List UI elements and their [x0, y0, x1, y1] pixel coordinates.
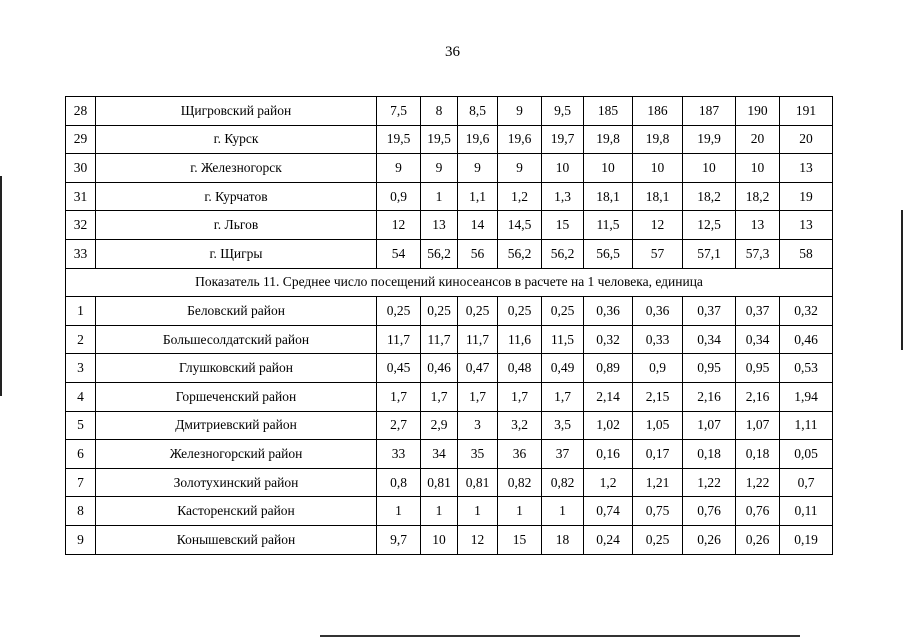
row-number: 3 [66, 354, 96, 383]
value-cell: 0,95 [736, 354, 780, 383]
value-cell: 0,17 [633, 440, 683, 469]
value-cell: 14,5 [498, 211, 542, 240]
table-row [66, 239, 833, 268]
row-number: 5 [66, 411, 96, 440]
value-cell: 0,74 [584, 497, 633, 526]
value-cell: 0,82 [498, 468, 542, 497]
value-cell: 1,7 [421, 382, 458, 411]
value-cell: 0,9 [377, 182, 421, 211]
value-cell: 1,2 [584, 468, 633, 497]
value-cell: 0,25 [498, 297, 542, 326]
value-cell: 8 [421, 97, 458, 126]
scan-edge-mark-left [0, 176, 2, 396]
value-cell: 1 [421, 497, 458, 526]
value-cell: 56,2 [498, 239, 542, 268]
table-row [66, 468, 833, 497]
value-cell: 0,36 [584, 297, 633, 326]
value-cell: 1,94 [780, 382, 833, 411]
value-cell: 0,49 [542, 354, 584, 383]
row-number: 1 [66, 297, 96, 326]
value-cell: 186 [633, 97, 683, 126]
value-cell: 18,2 [683, 182, 736, 211]
value-cell: 10 [421, 525, 458, 554]
row-number: 30 [66, 154, 96, 183]
value-cell: 19,6 [498, 125, 542, 154]
value-cell: 9,5 [542, 97, 584, 126]
value-cell: 19,9 [683, 125, 736, 154]
value-cell: 2,15 [633, 382, 683, 411]
table-row [66, 440, 833, 469]
value-cell: 12 [633, 211, 683, 240]
value-cell: 19 [780, 182, 833, 211]
table-row [66, 154, 833, 183]
value-cell: 0,18 [736, 440, 780, 469]
value-cell: 0,26 [736, 525, 780, 554]
value-cell: 12 [377, 211, 421, 240]
value-cell: 19,8 [633, 125, 683, 154]
value-cell: 9 [377, 154, 421, 183]
table-row [66, 382, 833, 411]
district-name: Золотухинский район [96, 468, 377, 497]
value-cell: 7,5 [377, 97, 421, 126]
value-cell: 11,5 [542, 325, 584, 354]
value-cell: 0,11 [780, 497, 833, 526]
value-cell: 13 [421, 211, 458, 240]
value-cell: 0,46 [421, 354, 458, 383]
district-name: г. Льгов [96, 211, 377, 240]
value-cell: 0,81 [421, 468, 458, 497]
district-name: г. Курчатов [96, 182, 377, 211]
value-cell: 0,32 [584, 325, 633, 354]
value-cell: 14 [458, 211, 498, 240]
value-cell: 1,11 [780, 411, 833, 440]
value-cell: 19,7 [542, 125, 584, 154]
value-cell: 11,7 [421, 325, 458, 354]
value-cell: 0,37 [736, 297, 780, 326]
district-name: Железногорский район [96, 440, 377, 469]
section-title: Показатель 11. Среднее число посещений киносеансов в расчете на 1 человека, единица [66, 268, 833, 297]
value-cell: 18,1 [633, 182, 683, 211]
value-cell: 0,25 [633, 525, 683, 554]
table-row [66, 97, 833, 126]
value-cell: 0,47 [458, 354, 498, 383]
value-cell: 3 [458, 411, 498, 440]
value-cell: 185 [584, 97, 633, 126]
district-name: г. Курск [96, 125, 377, 154]
value-cell: 13 [780, 211, 833, 240]
table-row [66, 297, 833, 326]
data-table [65, 96, 833, 555]
value-cell: 12 [458, 525, 498, 554]
value-cell: 2,9 [421, 411, 458, 440]
value-cell: 57,3 [736, 239, 780, 268]
page-number: 36 [445, 44, 460, 60]
row-number: 4 [66, 382, 96, 411]
value-cell: 0,25 [458, 297, 498, 326]
value-cell: 34 [421, 440, 458, 469]
table-row [66, 325, 833, 354]
row-number: 29 [66, 125, 96, 154]
value-cell: 19,5 [377, 125, 421, 154]
value-cell: 56,5 [584, 239, 633, 268]
value-cell: 11,7 [377, 325, 421, 354]
table-row [66, 125, 833, 154]
value-cell: 0,7 [780, 468, 833, 497]
value-cell: 0,19 [780, 525, 833, 554]
row-number: 32 [66, 211, 96, 240]
value-cell: 0,18 [683, 440, 736, 469]
value-cell: 1,22 [683, 468, 736, 497]
value-cell: 56,2 [542, 239, 584, 268]
value-cell: 19,5 [421, 125, 458, 154]
value-cell: 0,37 [683, 297, 736, 326]
value-cell: 13 [736, 211, 780, 240]
value-cell: 1,7 [458, 382, 498, 411]
value-cell: 0,9 [633, 354, 683, 383]
table-row [66, 497, 833, 526]
value-cell: 1,7 [498, 382, 542, 411]
section-row [66, 268, 833, 297]
value-cell: 0,75 [633, 497, 683, 526]
value-cell: 57,1 [683, 239, 736, 268]
value-cell: 2,16 [683, 382, 736, 411]
value-cell: 2,14 [584, 382, 633, 411]
value-cell: 2,7 [377, 411, 421, 440]
table-row [66, 182, 833, 211]
value-cell: 15 [498, 525, 542, 554]
value-cell: 0,45 [377, 354, 421, 383]
value-cell: 0,33 [633, 325, 683, 354]
value-cell: 54 [377, 239, 421, 268]
district-name: г. Железногорск [96, 154, 377, 183]
value-cell: 1,22 [736, 468, 780, 497]
value-cell: 36 [498, 440, 542, 469]
value-cell: 10 [736, 154, 780, 183]
district-name: Глушковский район [96, 354, 377, 383]
value-cell: 190 [736, 97, 780, 126]
value-cell: 1 [542, 497, 584, 526]
value-cell: 0,82 [542, 468, 584, 497]
value-cell: 20 [780, 125, 833, 154]
value-cell: 1,3 [542, 182, 584, 211]
value-cell: 1 [498, 497, 542, 526]
table-row [66, 525, 833, 554]
value-cell: 1,7 [377, 382, 421, 411]
row-number: 7 [66, 468, 96, 497]
value-cell: 18,2 [736, 182, 780, 211]
row-number: 33 [66, 239, 96, 268]
value-cell: 0,8 [377, 468, 421, 497]
value-cell: 3,2 [498, 411, 542, 440]
value-cell: 9 [421, 154, 458, 183]
value-cell: 0,53 [780, 354, 833, 383]
value-cell: 11,7 [458, 325, 498, 354]
value-cell: 57 [633, 239, 683, 268]
value-cell: 1,1 [458, 182, 498, 211]
value-cell: 19,6 [458, 125, 498, 154]
value-cell: 18,1 [584, 182, 633, 211]
row-number: 9 [66, 525, 96, 554]
value-cell: 9 [498, 97, 542, 126]
value-cell: 13 [780, 154, 833, 183]
value-cell: 8,5 [458, 97, 498, 126]
district-name: Щигровский район [96, 97, 377, 126]
value-cell: 9 [458, 154, 498, 183]
value-cell: 0,05 [780, 440, 833, 469]
row-number: 28 [66, 97, 96, 126]
district-name: Конышевский район [96, 525, 377, 554]
district-name: Касторенский район [96, 497, 377, 526]
district-name: Горшеченский район [96, 382, 377, 411]
value-cell: 0,16 [584, 440, 633, 469]
value-cell: 3,5 [542, 411, 584, 440]
value-cell: 0,76 [683, 497, 736, 526]
value-cell: 11,6 [498, 325, 542, 354]
value-cell: 18 [542, 525, 584, 554]
value-cell: 1,7 [542, 382, 584, 411]
value-cell: 1,05 [633, 411, 683, 440]
value-cell: 15 [542, 211, 584, 240]
value-cell: 0,46 [780, 325, 833, 354]
value-cell: 35 [458, 440, 498, 469]
value-cell: 0,34 [736, 325, 780, 354]
district-name: г. Щигры [96, 239, 377, 268]
value-cell: 1 [377, 497, 421, 526]
value-cell: 37 [542, 440, 584, 469]
value-cell: 1,21 [633, 468, 683, 497]
value-cell: 0,81 [458, 468, 498, 497]
district-name: Большесолдатский район [96, 325, 377, 354]
value-cell: 0,25 [542, 297, 584, 326]
value-cell: 33 [377, 440, 421, 469]
table-row [66, 411, 833, 440]
value-cell: 0,48 [498, 354, 542, 383]
page-bottom-line [320, 635, 800, 637]
value-cell: 0,25 [421, 297, 458, 326]
row-number: 31 [66, 182, 96, 211]
value-cell: 1,07 [683, 411, 736, 440]
value-cell: 1 [421, 182, 458, 211]
value-cell: 1,02 [584, 411, 633, 440]
value-cell: 1,07 [736, 411, 780, 440]
row-number: 8 [66, 497, 96, 526]
district-name: Дмитриевский район [96, 411, 377, 440]
value-cell: 19,8 [584, 125, 633, 154]
value-cell: 1,2 [498, 182, 542, 211]
value-cell: 10 [633, 154, 683, 183]
value-cell: 0,36 [633, 297, 683, 326]
row-number: 2 [66, 325, 96, 354]
value-cell: 58 [780, 239, 833, 268]
value-cell: 191 [780, 97, 833, 126]
scan-edge-mark-right [901, 210, 903, 350]
value-cell: 10 [584, 154, 633, 183]
value-cell: 0,89 [584, 354, 633, 383]
row-number: 6 [66, 440, 96, 469]
value-cell: 56 [458, 239, 498, 268]
value-cell: 10 [683, 154, 736, 183]
value-cell: 2,16 [736, 382, 780, 411]
value-cell: 0,76 [736, 497, 780, 526]
value-cell: 0,34 [683, 325, 736, 354]
value-cell: 0,24 [584, 525, 633, 554]
value-cell: 1 [458, 497, 498, 526]
value-cell: 0,26 [683, 525, 736, 554]
value-cell: 0,95 [683, 354, 736, 383]
table-row [66, 354, 833, 383]
district-name: Беловский район [96, 297, 377, 326]
value-cell: 10 [542, 154, 584, 183]
value-cell: 20 [736, 125, 780, 154]
value-cell: 0,25 [377, 297, 421, 326]
value-cell: 11,5 [584, 211, 633, 240]
value-cell: 9 [498, 154, 542, 183]
value-cell: 0,32 [780, 297, 833, 326]
table-row [66, 211, 833, 240]
value-cell: 56,2 [421, 239, 458, 268]
value-cell: 12,5 [683, 211, 736, 240]
value-cell: 9,7 [377, 525, 421, 554]
value-cell: 187 [683, 97, 736, 126]
